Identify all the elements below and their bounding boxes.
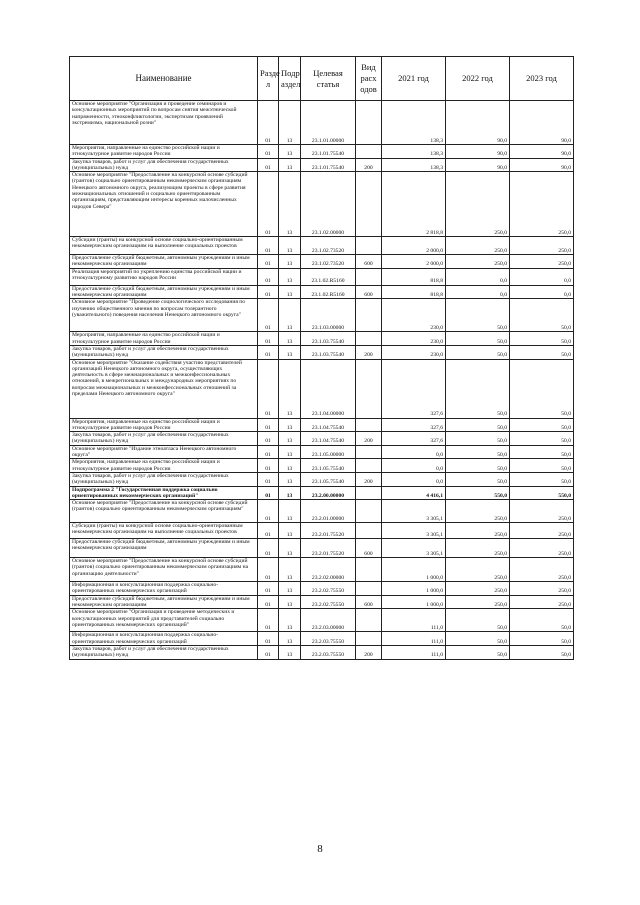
row-vid-cell [356, 582, 382, 596]
row-2021-cell: 4 416,1 [382, 486, 446, 500]
row-name-cell: Закупка товаров, работ и услуг для обеспечения государственных (муниципальных) нужд [70, 432, 258, 446]
table-body [70, 101, 574, 660]
row-vid-cell [356, 486, 382, 500]
row-name-cell: Предоставление субсидий бюджетным, автономным учреждениям и иным некоммерческим организациям [70, 255, 258, 269]
row-2023-cell: 50,0 [510, 332, 574, 346]
row-vid-cell [356, 418, 382, 432]
row-name-cell: Основное мероприятие "Издание этноатласа Ненецкого автономного округа" [70, 445, 258, 459]
row-target-cell: 23.1.02.73520 [301, 237, 356, 255]
row-razdel-cell: 01 [258, 609, 279, 632]
row-2022-cell: 250,0 [446, 539, 510, 558]
table-row [70, 145, 574, 159]
row-podrazdel-cell: 13 [279, 359, 301, 418]
header-2022: 2022 год [446, 57, 510, 101]
row-name-cell: Закупка товаров, работ и услуг для обеспечения государственных (муниципальных) нужд [70, 158, 258, 172]
row-2021-cell: 230,0 [382, 332, 446, 346]
row-2021-cell: 0,0 [382, 445, 446, 459]
row-name-cell: Реализация мероприятий по укреплению единства российской нации и этнокультурному развитию народов России [70, 268, 258, 285]
row-2022-cell: 250,0 [446, 237, 510, 255]
row-vid-cell [356, 299, 382, 332]
row-target-cell: 23.1.04.75540 [301, 432, 356, 446]
row-podrazdel-cell: 13 [279, 145, 301, 159]
row-2023-cell: 50,0 [510, 459, 574, 473]
row-podrazdel-cell: 13 [279, 332, 301, 346]
row-2021-cell: 3 305,1 [382, 500, 446, 523]
row-2023-cell: 250,0 [510, 172, 574, 237]
row-name-cell: Предоставление субсидий бюджетным, автономным учреждениям и иным некоммерческим организациям [70, 539, 258, 558]
row-podrazdel-cell: 13 [279, 595, 301, 609]
table-row [70, 345, 574, 359]
row-target-cell: 23.2.02.00000 [301, 558, 356, 582]
row-razdel-cell: 01 [258, 500, 279, 523]
row-razdel-cell: 01 [258, 285, 279, 299]
row-2023-cell: 250,0 [510, 237, 574, 255]
row-razdel-cell: 01 [258, 539, 279, 558]
table-row [70, 237, 574, 255]
row-podrazdel-cell: 13 [279, 345, 301, 359]
row-2022-cell: 50,0 [446, 609, 510, 632]
row-razdel-cell: 01 [258, 158, 279, 172]
row-2023-cell: 250,0 [510, 523, 574, 539]
row-2022-cell: 50,0 [446, 332, 510, 346]
row-target-cell: 23.1.02.73520 [301, 255, 356, 269]
row-vid-cell [356, 459, 382, 473]
row-2022-cell: 250,0 [446, 523, 510, 539]
row-2022-cell: 50,0 [446, 459, 510, 473]
row-2022-cell: 250,0 [446, 595, 510, 609]
table-row [70, 285, 574, 299]
row-2021-cell: 2 818,8 [382, 172, 446, 237]
row-podrazdel-cell: 13 [279, 609, 301, 632]
row-razdel-cell: 01 [258, 237, 279, 255]
row-2021-cell: 2 000,0 [382, 237, 446, 255]
row-vid-cell [356, 523, 382, 539]
row-2022-cell: 250,0 [446, 172, 510, 237]
row-razdel-cell: 01 [258, 268, 279, 285]
row-2023-cell: 50,0 [510, 432, 574, 446]
header-razdel: Разде л [258, 57, 279, 101]
row-2023-cell: 0,0 [510, 285, 574, 299]
row-2022-cell: 0,0 [446, 285, 510, 299]
row-2021-cell: 327,6 [382, 432, 446, 446]
row-podrazdel-cell: 13 [279, 558, 301, 582]
row-razdel-cell: 01 [258, 418, 279, 432]
row-target-cell: 23.1.02.00000 [301, 172, 356, 237]
row-vid-cell [356, 237, 382, 255]
row-razdel-cell: 01 [258, 486, 279, 500]
row-razdel-cell: 01 [258, 432, 279, 446]
row-podrazdel-cell: 13 [279, 299, 301, 332]
header-target: Целевая статья [301, 57, 356, 101]
row-2023-cell: 250,0 [510, 500, 574, 523]
table-row [70, 539, 574, 558]
table-row [70, 645, 574, 659]
row-target-cell: 23.1.04.75540 [301, 418, 356, 432]
row-2022-cell: 50,0 [446, 359, 510, 418]
table-row [70, 500, 574, 523]
row-target-cell: 23.2.01.75520 [301, 523, 356, 539]
table-row [70, 101, 574, 145]
table-row [70, 472, 574, 486]
row-2023-cell: 50,0 [510, 418, 574, 432]
row-target-cell: 23.1.02.R5160 [301, 285, 356, 299]
row-podrazdel-cell: 13 [279, 539, 301, 558]
row-name-cell: Субсидии (гранты) на конкурсной основе социально-ориентированным некоммерческим организациям на выполнение социальных проектов [70, 237, 258, 255]
row-razdel-cell: 01 [258, 255, 279, 269]
row-razdel-cell: 01 [258, 345, 279, 359]
row-name-cell: Основное мероприятие "Предоставление на конкурсной основе субсидий (грантов) социально ориентированным некоммерческим организациям" [70, 500, 258, 523]
row-razdel-cell: 01 [258, 472, 279, 486]
row-razdel-cell: 01 [258, 632, 279, 646]
row-target-cell: 23.2.00.00000 [301, 486, 356, 500]
row-target-cell: 23.1.05.75540 [301, 459, 356, 473]
row-podrazdel-cell: 13 [279, 268, 301, 285]
table-row [70, 609, 574, 632]
budget-table [69, 56, 574, 660]
row-2022-cell: 50,0 [446, 645, 510, 659]
document-page [69, 56, 573, 660]
row-2022-cell: 50,0 [446, 445, 510, 459]
row-2022-cell: 250,0 [446, 558, 510, 582]
row-vid-cell [356, 268, 382, 285]
row-vid-cell: 600 [356, 595, 382, 609]
row-2022-cell: 50,0 [446, 299, 510, 332]
row-2021-cell: 111,0 [382, 645, 446, 659]
row-razdel-cell: 01 [258, 582, 279, 596]
row-2021-cell: 327,6 [382, 418, 446, 432]
row-2022-cell: 50,0 [446, 345, 510, 359]
row-name-cell: Подпрограмма 2 "Государственная поддержка социально ориентированных некоммерческих организаций" [70, 486, 258, 500]
table-row [70, 582, 574, 596]
table-row [70, 255, 574, 269]
row-2022-cell: 250,0 [446, 255, 510, 269]
row-name-cell: Основное мероприятие "Предоставление на конкурсной основе субсидий (грантов) социально ориентированным некоммерческим организациям на организацию деятельности" [70, 558, 258, 582]
row-2021-cell: 818,8 [382, 268, 446, 285]
table-row [70, 299, 574, 332]
row-target-cell: 23.1.03.75540 [301, 332, 356, 346]
row-podrazdel-cell: 13 [279, 486, 301, 500]
row-vid-cell: 200 [356, 472, 382, 486]
row-podrazdel-cell: 13 [279, 582, 301, 596]
row-target-cell: 23.1.01.75540 [301, 145, 356, 159]
row-vid-cell: 200 [356, 432, 382, 446]
row-name-cell: Закупка товаров, работ и услуг для обеспечения государственных (муниципальных) нужд [70, 472, 258, 486]
row-name-cell: Информационная и консультационная поддержка социально-ориентированных некоммерческих организаций [70, 582, 258, 596]
row-target-cell: 23.2.01.75520 [301, 539, 356, 558]
row-vid-cell: 600 [356, 285, 382, 299]
row-2022-cell: 250,0 [446, 582, 510, 596]
row-podrazdel-cell: 13 [279, 158, 301, 172]
row-name-cell: Мероприятия, направленные на единство российской нации и этнокультурное развитие народов России [70, 145, 258, 159]
row-podrazdel-cell: 13 [279, 255, 301, 269]
row-2021-cell: 3 305,1 [382, 523, 446, 539]
row-target-cell: 23.2.02.75550 [301, 595, 356, 609]
row-2021-cell: 230,0 [382, 345, 446, 359]
row-name-cell: Закупка товаров, работ и услуг для обеспечения государственных (муниципальных) нужд [70, 345, 258, 359]
row-target-cell: 23.1.04.00000 [301, 359, 356, 418]
table-row [70, 268, 574, 285]
row-vid-cell [356, 445, 382, 459]
header-podrazdel: Подр аздел [279, 57, 301, 101]
row-2023-cell: 250,0 [510, 558, 574, 582]
row-2022-cell: 50,0 [446, 632, 510, 646]
row-podrazdel-cell: 13 [279, 459, 301, 473]
table-row [70, 332, 574, 346]
row-2021-cell: 138,3 [382, 101, 446, 145]
row-vid-cell [356, 332, 382, 346]
row-2023-cell: 250,0 [510, 255, 574, 269]
row-podrazdel-cell: 13 [279, 472, 301, 486]
header-2023: 2023 год [510, 57, 574, 101]
row-2023-cell: 550,0 [510, 486, 574, 500]
row-2023-cell: 250,0 [510, 582, 574, 596]
row-2023-cell: 50,0 [510, 632, 574, 646]
row-2021-cell: 230,0 [382, 299, 446, 332]
row-2023-cell: 250,0 [510, 539, 574, 558]
row-2023-cell: 90,0 [510, 145, 574, 159]
row-target-cell: 23.1.05.00000 [301, 445, 356, 459]
row-target-cell: 23.1.03.75540 [301, 345, 356, 359]
row-podrazdel-cell: 13 [279, 632, 301, 646]
page-number: 8 [317, 843, 323, 855]
row-vid-cell: 600 [356, 255, 382, 269]
row-2022-cell: 50,0 [446, 472, 510, 486]
row-target-cell: 23.1.01.00000 [301, 101, 356, 145]
row-razdel-cell: 01 [258, 332, 279, 346]
row-2021-cell: 111,0 [382, 609, 446, 632]
row-target-cell: 23.2.03.75550 [301, 645, 356, 659]
table-row [70, 523, 574, 539]
row-name-cell: Субсидии (гранты) на конкурсной основе социально-ориентированным некоммерческим организациям на выполнение социальных проектов [70, 523, 258, 539]
row-name-cell: Мероприятия, направленные на единство российской нации и этнокультурное развитие народов России [70, 332, 258, 346]
row-vid-cell: 200 [356, 345, 382, 359]
row-2023-cell: 50,0 [510, 359, 574, 418]
row-2022-cell: 90,0 [446, 145, 510, 159]
row-razdel-cell: 01 [258, 101, 279, 145]
row-2023-cell: 250,0 [510, 595, 574, 609]
row-name-cell: Основное мероприятие "Оказание содействия участию представителей организаций Ненецкого автономного округа, осуществляющих деятельность в сфере межнациональных и межконфессиональных отношений, в межрегиональных и международных мероприятиях по вопросам межнациональных и межконфессиональных отношений за пределами Ненецкого автономного округа" [70, 359, 258, 418]
row-vid-cell [356, 609, 382, 632]
table-row [70, 172, 574, 237]
row-name-cell: Информационная и консультационная поддержка социально-ориентированных некоммерческих организаций [70, 632, 258, 646]
row-2023-cell: 90,0 [510, 158, 574, 172]
row-vid-cell [356, 172, 382, 237]
header-2021: 2021 год [382, 57, 446, 101]
row-name-cell: Предоставление субсидий бюджетным, автономным учреждениям и иным некоммерческим организациям [70, 285, 258, 299]
row-target-cell: 23.1.01.75540 [301, 158, 356, 172]
row-2023-cell: 50,0 [510, 472, 574, 486]
row-2021-cell: 138,3 [382, 158, 446, 172]
row-2023-cell: 0,0 [510, 268, 574, 285]
row-name-cell: Мероприятия, направленные на единство российской нации и этнокультурное развитие народов России [70, 418, 258, 432]
row-name-cell: Предоставление субсидий бюджетным, автономным учреждениям и иным некоммерческим организациям [70, 595, 258, 609]
row-podrazdel-cell: 13 [279, 418, 301, 432]
row-2021-cell: 1 000,0 [382, 595, 446, 609]
row-2021-cell: 1 000,0 [382, 582, 446, 596]
header-vid: Вид расх одов [356, 57, 382, 101]
row-vid-cell: 200 [356, 645, 382, 659]
row-vid-cell [356, 359, 382, 418]
row-vid-cell [356, 558, 382, 582]
row-razdel-cell: 01 [258, 523, 279, 539]
row-2021-cell: 111,0 [382, 632, 446, 646]
row-2021-cell: 0,0 [382, 472, 446, 486]
row-2022-cell: 0,0 [446, 268, 510, 285]
row-podrazdel-cell: 13 [279, 285, 301, 299]
row-podrazdel-cell: 13 [279, 445, 301, 459]
row-2023-cell: 50,0 [510, 645, 574, 659]
row-podrazdel-cell: 13 [279, 523, 301, 539]
row-vid-cell [356, 101, 382, 145]
table-row [70, 459, 574, 473]
table-header-row [70, 57, 574, 101]
table-row [70, 359, 574, 418]
row-2023-cell: 50,0 [510, 299, 574, 332]
row-target-cell: 23.2.02.75550 [301, 582, 356, 596]
row-target-cell: 23.1.05.75540 [301, 472, 356, 486]
header-name: Наименование [70, 57, 258, 101]
row-2022-cell: 50,0 [446, 432, 510, 446]
row-2022-cell: 250,0 [446, 500, 510, 523]
row-razdel-cell: 01 [258, 172, 279, 237]
row-name-cell: Закупка товаров, работ и услуг для обеспечения государственных (муниципальных) нужд [70, 645, 258, 659]
row-2021-cell: 0,0 [382, 459, 446, 473]
row-vid-cell [356, 145, 382, 159]
row-2023-cell: 90,0 [510, 101, 574, 145]
row-razdel-cell: 01 [258, 595, 279, 609]
row-2023-cell: 50,0 [510, 345, 574, 359]
row-razdel-cell: 01 [258, 645, 279, 659]
row-podrazdel-cell: 13 [279, 432, 301, 446]
table-row [70, 418, 574, 432]
table-row [70, 445, 574, 459]
row-podrazdel-cell: 13 [279, 645, 301, 659]
row-2021-cell: 818,8 [382, 285, 446, 299]
row-vid-cell [356, 500, 382, 523]
row-podrazdel-cell: 13 [279, 237, 301, 255]
row-2021-cell: 2 000,0 [382, 255, 446, 269]
row-razdel-cell: 01 [258, 359, 279, 418]
row-2023-cell: 50,0 [510, 609, 574, 632]
row-razdel-cell: 01 [258, 558, 279, 582]
table-row [70, 595, 574, 609]
row-name-cell: Основное мероприятие "Организация и проведение семинаров и консультационных мероприятий по вопросам снятия межэтнической напряженности, этноконфликтологии, экспертизам проявлений экстремизма, национальной розни" [70, 101, 258, 145]
row-razdel-cell: 01 [258, 459, 279, 473]
row-target-cell: 23.1.03.00000 [301, 299, 356, 332]
row-podrazdel-cell: 13 [279, 500, 301, 523]
table-row [70, 632, 574, 646]
row-razdel-cell: 01 [258, 145, 279, 159]
row-podrazdel-cell: 13 [279, 101, 301, 145]
row-target-cell: 23.2.01.00000 [301, 500, 356, 523]
table-row [70, 158, 574, 172]
row-podrazdel-cell: 13 [279, 172, 301, 237]
row-target-cell: 23.2.03.00000 [301, 609, 356, 632]
table-row [70, 432, 574, 446]
row-name-cell: Основное мероприятие "Проведение социологического исследования по изучению общественного мнения по вопросам толерантного (уважительного) поведения населения Ненецкого автономного округа" [70, 299, 258, 332]
row-name-cell: Основное мероприятие "Предоставление на конкурсной основе субсидий (грантов) социально ориентированным некоммерческим организациям Ненецкого автономного округа, реализующим проекты в сфере развития межнациональных отношений и социально ориентированным организациям, представляющим интересы коренных малочисленных народов Севера" [70, 172, 258, 237]
table-row [70, 486, 574, 500]
row-target-cell: 23.1.02.R5160 [301, 268, 356, 285]
table-row [70, 558, 574, 582]
row-name-cell: Мероприятия, направленные на единство российской нации и этнокультурное развитие народов России [70, 459, 258, 473]
row-2022-cell: 50,0 [446, 418, 510, 432]
row-razdel-cell: 01 [258, 299, 279, 332]
row-name-cell: Основное мероприятие "Организация и проведение методических и консультационных мероприятий для представителей социально ориентированных некоммерческих организаций" [70, 609, 258, 632]
row-2021-cell: 138,3 [382, 145, 446, 159]
row-2022-cell: 550,0 [446, 486, 510, 500]
row-vid-cell: 200 [356, 158, 382, 172]
row-vid-cell: 600 [356, 539, 382, 558]
row-target-cell: 23.2.03.75550 [301, 632, 356, 646]
row-2022-cell: 90,0 [446, 101, 510, 145]
row-razdel-cell: 01 [258, 445, 279, 459]
row-vid-cell [356, 632, 382, 646]
row-2021-cell: 3 305,1 [382, 539, 446, 558]
row-2021-cell: 327,6 [382, 359, 446, 418]
row-2023-cell: 50,0 [510, 445, 574, 459]
row-2021-cell: 1 000,0 [382, 558, 446, 582]
row-2022-cell: 90,0 [446, 158, 510, 172]
